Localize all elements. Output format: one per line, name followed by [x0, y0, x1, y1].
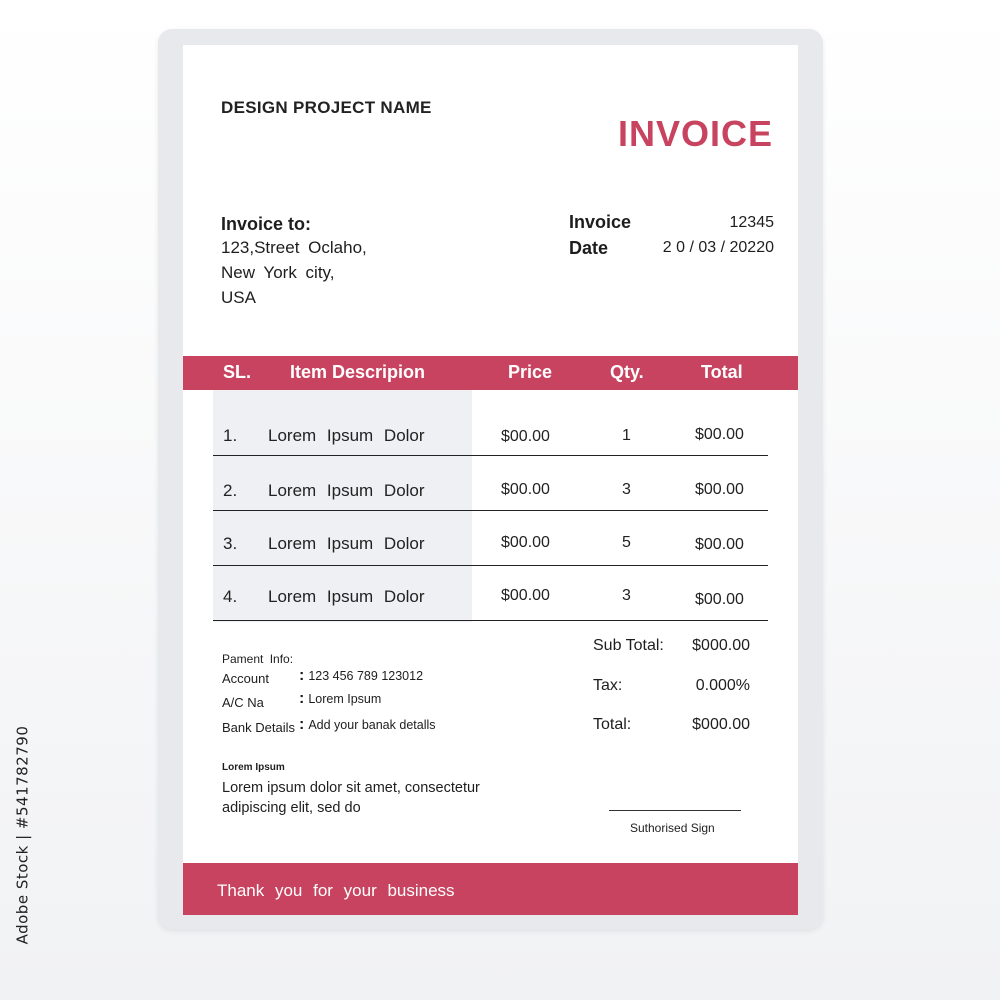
- row-description: Lorem Ipsum Dolor: [268, 534, 425, 553]
- row-total: $00.00: [695, 481, 744, 498]
- signature-line: [609, 810, 741, 811]
- note-title: Lorem Ipsum: [222, 762, 285, 773]
- subtotal-label: Sub Total:: [593, 637, 664, 654]
- row-sl: 2.: [223, 481, 238, 500]
- footer-text: Thank you for your business: [217, 881, 455, 900]
- column-header-qty: Qty.: [610, 362, 644, 382]
- invoice-sheet: [183, 45, 798, 915]
- payment-value: : Lorem Ipsum: [299, 690, 382, 707]
- project-name: DESIGN PROJECT NAME: [221, 98, 432, 117]
- column-header-description: Item Descripion: [290, 362, 426, 382]
- bill-to-line: USA: [221, 288, 256, 307]
- table-row: [213, 511, 768, 566]
- column-header-sl: SL.: [223, 362, 252, 382]
- row-qty: 1: [622, 427, 631, 444]
- tax-label: Tax:: [593, 677, 623, 694]
- stock-id-watermark: Adobe Stock | #541782790: [13, 725, 31, 945]
- total-label: Total:: [593, 716, 632, 733]
- bill-to-label: Invoice to:: [221, 214, 312, 234]
- payment-value: : 123 456 789 123012: [299, 667, 424, 684]
- invoice-title: INVOICE: [617, 113, 773, 154]
- row-price: $00.00: [501, 481, 550, 498]
- row-total: $00.00: [695, 591, 744, 608]
- row-sl: 4.: [223, 587, 238, 606]
- row-price: $00.00: [501, 587, 550, 604]
- payment-label: Account: [222, 671, 269, 686]
- tax-value: 0.000%: [695, 677, 750, 694]
- row-price: $00.00: [501, 534, 550, 551]
- payment-label: Bank Details: [222, 720, 295, 735]
- column-header-price: Price: [508, 362, 553, 382]
- subtotal-value: $000.00: [692, 637, 750, 654]
- table-row: [213, 456, 768, 511]
- column-header-total: Total: [701, 362, 743, 382]
- payment-label: A/C Na: [222, 695, 264, 710]
- row-total: $00.00: [695, 426, 744, 443]
- payment-value: : Add your banak detalls: [299, 716, 436, 733]
- row-qty: 3: [622, 587, 631, 604]
- row-sl: 3.: [223, 534, 238, 553]
- signature-label: Suthorised Sign: [630, 821, 715, 835]
- row-price: $00.00: [501, 428, 550, 445]
- row-qty: 5: [622, 534, 631, 551]
- total-value: $000.00: [692, 716, 750, 733]
- row-total: $00.00: [695, 536, 744, 553]
- table-row: [213, 566, 768, 621]
- invoice-number-label: Invoice: [569, 212, 632, 232]
- table-row: [213, 401, 768, 456]
- bill-to-line: 123,Street Oclaho,: [221, 238, 367, 257]
- invoice-date-label: Date: [569, 238, 609, 258]
- invoice-date-value: 2 0 / 03 / 20220: [662, 239, 774, 256]
- payment-info-title: Pament Info:: [222, 652, 294, 666]
- row-sl: 1.: [223, 426, 238, 445]
- row-description: Lorem Ipsum Dolor: [268, 426, 425, 445]
- row-qty: 3: [622, 481, 631, 498]
- row-description: Lorem Ipsum Dolor: [268, 481, 425, 500]
- invoice-number-value: 12345: [729, 214, 774, 231]
- note-text: Lorem ipsum dolor sit amet, consectetur adipiscing elit, sed do: [222, 780, 480, 816]
- bill-to-line: New York city,: [221, 263, 335, 282]
- row-description: Lorem Ipsum Dolor: [268, 587, 425, 606]
- table-header: [183, 356, 798, 390]
